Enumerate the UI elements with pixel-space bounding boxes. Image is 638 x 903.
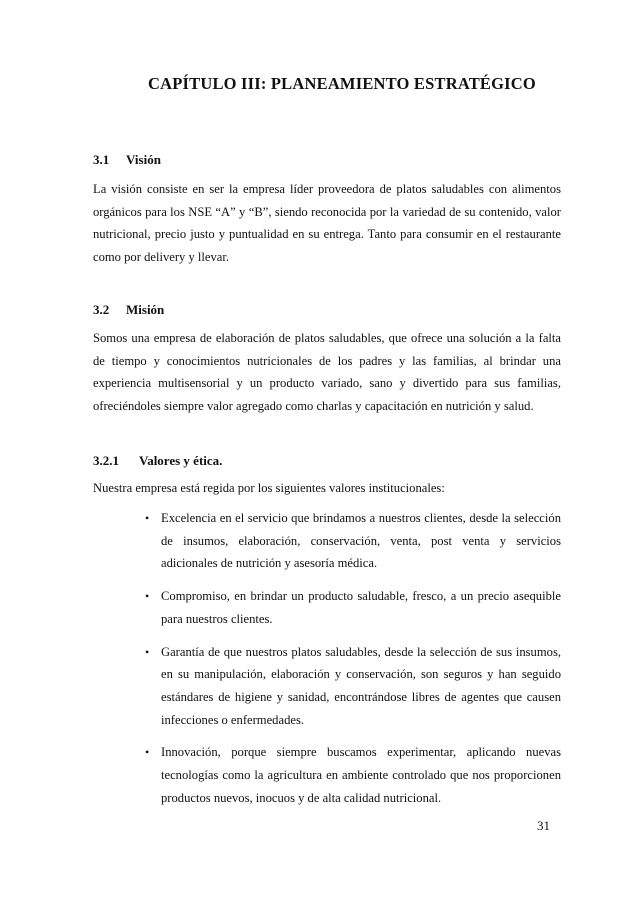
bullet-icon: •	[145, 589, 150, 604]
section-number: 3.2	[93, 302, 110, 317]
bullet-icon: •	[145, 644, 150, 659]
section-heading-vision	[93, 152, 161, 168]
bullet-icon: •	[145, 511, 150, 525]
page-number: 31	[537, 818, 550, 833]
bullet-icon: •	[145, 745, 150, 760]
list-item	[145, 585, 561, 630]
section-number: 3.2.1	[93, 453, 119, 468]
section-title: Visión	[126, 152, 161, 167]
section-heading-mission	[93, 302, 164, 318]
vision-paragraph: La visión consiste en ser la empresa líder proveedora de platos saludables con alimentos orgánicos para los NSE “A” y “B”, siendo reconocida por la variedad de su contenido, valor nutricional, precio justo y puntualidad en su entrega. Tanto para consumir en el restaurante como por delivery y llevar.	[93, 182, 561, 265]
chapter-title: CAPÍTULO III: PLANEAMIENTO ESTRATÉGICO	[148, 74, 536, 93]
list-item	[145, 641, 561, 732]
list-item	[145, 741, 561, 809]
list-item-text: Compromiso, en brindar un producto saludable, fresco, a un precio asequible para nuestros clientes.	[161, 589, 561, 626]
section-title: Valores y ética.	[139, 453, 223, 468]
values-list	[145, 507, 561, 819]
section-title: Misión	[126, 302, 165, 317]
list-item-text: Excelencia en el servicio que brindamos a nuestros clientes, desde la selección de insumos, elaboración, conservación, venta, post venta y servicios adicionales de nutrición y asesoría médica.	[161, 511, 561, 571]
list-item	[145, 507, 561, 575]
values-intro-paragraph: Nuestra empresa está regida por los siguientes valores institucionales:	[93, 481, 445, 495]
list-item-text: Garantía de que nuestros platos saludables, desde la selección de sus insumos, en su manipulación, elaboración y conservación, son seguros y han seguido estándares de higiene y sanidad, encontrándose libres de agentes que causen infecciones o enfermedades.	[161, 644, 561, 727]
mission-paragraph: Somos una empresa de elaboración de platos saludables, que ofrece una solución a la falta de tiempo y conocimientos nutricionales de los padres y las familias, al brindar una experiencia multisensorial y un producto variado, sano y divertido para sus familias, ofreciéndoles siempre valor agregado como charlas y capacitación en nutrición y salud.	[93, 331, 561, 414]
section-number: 3.1	[93, 152, 110, 167]
list-item-text: Innovación, porque siempre buscamos experimentar, aplicando nuevas tecnologías como la agricultura en ambiente controlado que nos proporcionen productos nuevos, inocuos y de alta calidad nutricional.	[161, 745, 561, 805]
section-heading-values	[93, 453, 222, 469]
